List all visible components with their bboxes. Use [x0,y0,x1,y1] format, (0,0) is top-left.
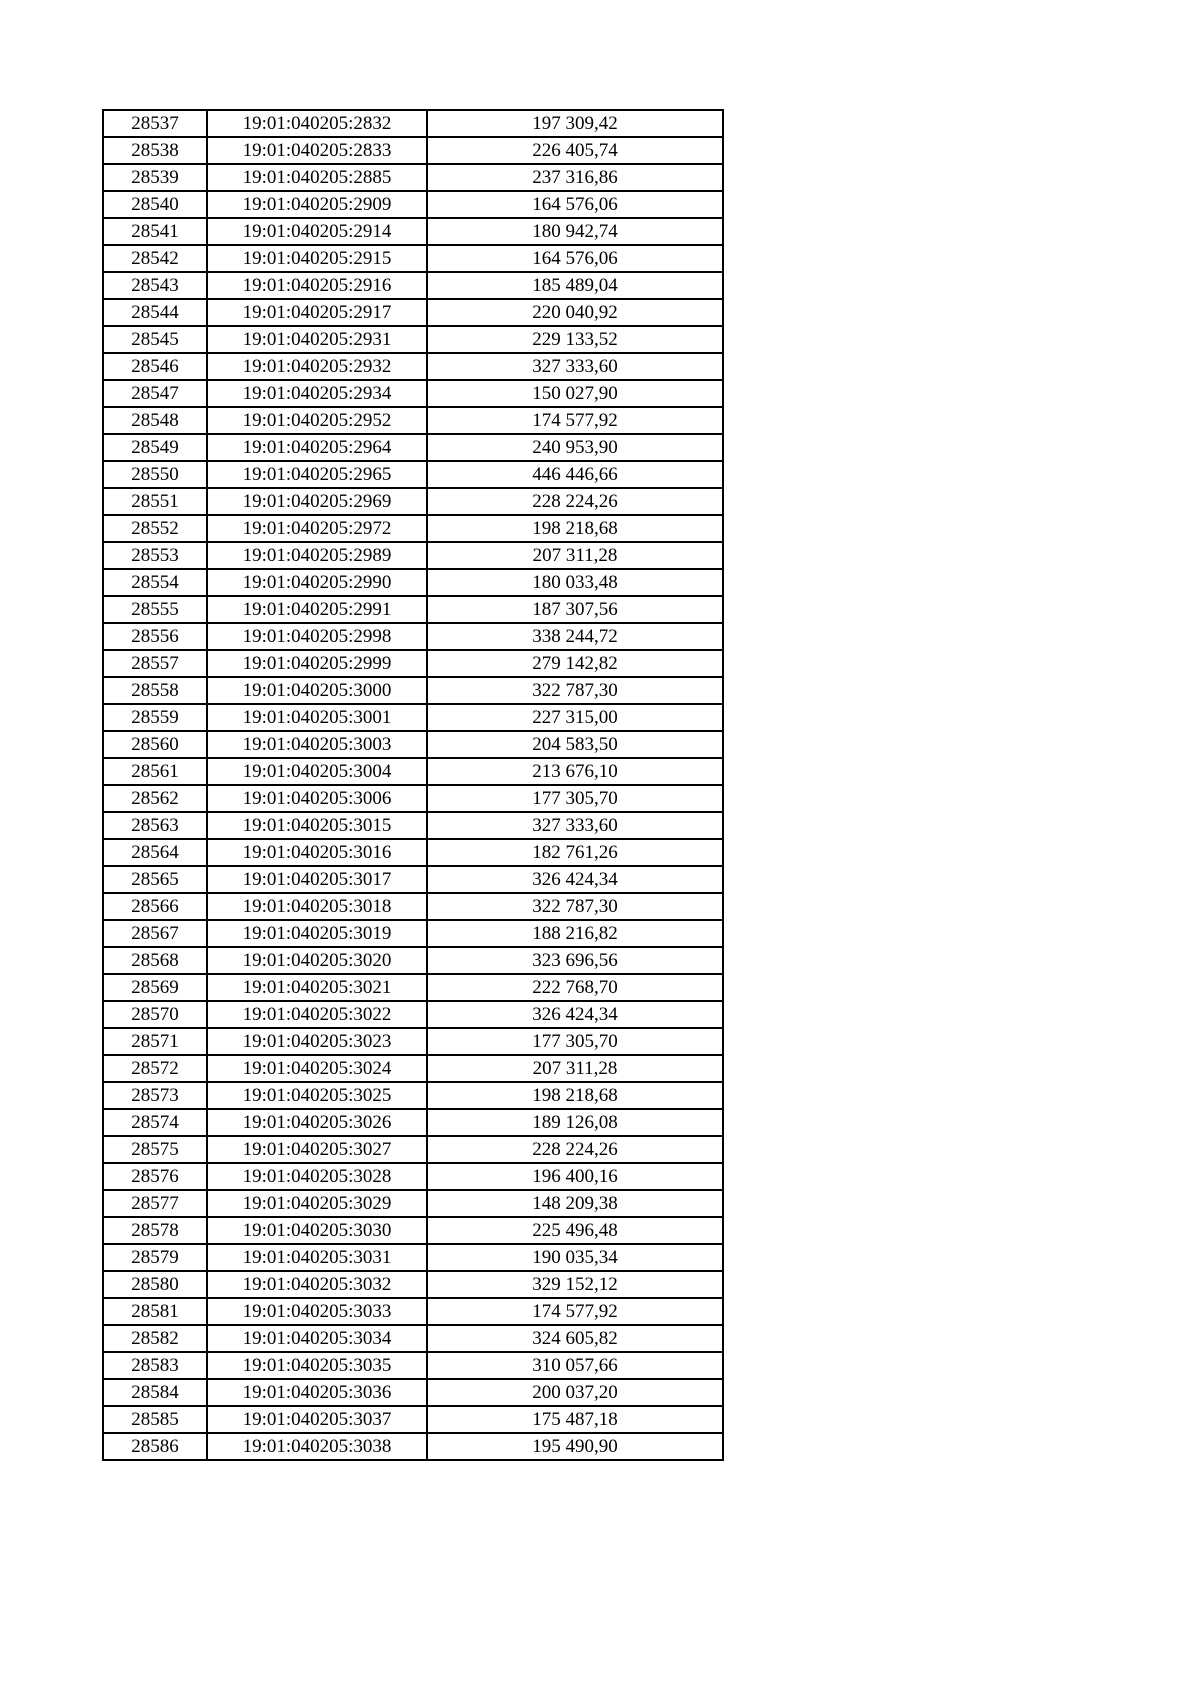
cadastral-number-cell: 19:01:040205:2832 [207,110,427,137]
cadastral-number-cell: 19:01:040205:3000 [207,677,427,704]
row-number-cell: 28545 [103,326,207,353]
row-number-cell: 28569 [103,974,207,1001]
row-number-cell: 28572 [103,1055,207,1082]
cadastral-value-table [102,109,724,1461]
cadastral-number-cell: 19:01:040205:2965 [207,461,427,488]
table-row [103,866,723,893]
cadastral-value-cell: 279 142,82 [427,650,723,677]
cadastral-value-cell: 189 126,08 [427,1109,723,1136]
row-number-cell: 28583 [103,1352,207,1379]
table-row [103,839,723,866]
cadastral-number-cell: 19:01:040205:2914 [207,218,427,245]
table-row [103,515,723,542]
row-number-cell: 28537 [103,110,207,137]
table-row [103,704,723,731]
table-row [103,407,723,434]
row-number-cell: 28555 [103,596,207,623]
table-row [103,623,723,650]
cadastral-number-cell: 19:01:040205:2990 [207,569,427,596]
cadastral-value-cell: 326 424,34 [427,866,723,893]
row-number-cell: 28579 [103,1244,207,1271]
cadastral-value-cell: 226 405,74 [427,137,723,164]
row-number-cell: 28546 [103,353,207,380]
cadastral-number-cell: 19:01:040205:3027 [207,1136,427,1163]
cadastral-number-cell: 19:01:040205:3016 [207,839,427,866]
cadastral-value-cell: 180 033,48 [427,569,723,596]
table-row [103,1217,723,1244]
table-row [103,1271,723,1298]
cadastral-value-cell: 322 787,30 [427,677,723,704]
cadastral-value-cell: 207 311,28 [427,1055,723,1082]
row-number-cell: 28562 [103,785,207,812]
row-number-cell: 28564 [103,839,207,866]
row-number-cell: 28541 [103,218,207,245]
table-row [103,1298,723,1325]
row-number-cell: 28552 [103,515,207,542]
cadastral-number-cell: 19:01:040205:3019 [207,920,427,947]
cadastral-value-cell: 326 424,34 [427,1001,723,1028]
cadastral-value-cell: 174 577,92 [427,407,723,434]
cadastral-value-cell: 177 305,70 [427,785,723,812]
table-row [103,164,723,191]
cadastral-number-cell: 19:01:040205:3022 [207,1001,427,1028]
row-number-cell: 28544 [103,299,207,326]
row-number-cell: 28561 [103,758,207,785]
table-row [103,1352,723,1379]
cadastral-value-cell: 198 218,68 [427,515,723,542]
table-row [103,1190,723,1217]
cadastral-value-cell: 220 040,92 [427,299,723,326]
row-number-cell: 28566 [103,893,207,920]
cadastral-value-cell: 195 490,90 [427,1433,723,1460]
cadastral-number-cell: 19:01:040205:3006 [207,785,427,812]
cadastral-number-cell: 19:01:040205:3029 [207,1190,427,1217]
row-number-cell: 28568 [103,947,207,974]
cadastral-value-cell: 222 768,70 [427,974,723,1001]
cadastral-number-cell: 19:01:040205:2969 [207,488,427,515]
row-number-cell: 28573 [103,1082,207,1109]
cadastral-number-cell: 19:01:040205:3024 [207,1055,427,1082]
row-number-cell: 28586 [103,1433,207,1460]
cadastral-value-cell: 197 309,42 [427,110,723,137]
row-number-cell: 28559 [103,704,207,731]
table-row [103,245,723,272]
cadastral-number-cell: 19:01:040205:2885 [207,164,427,191]
row-number-cell: 28571 [103,1028,207,1055]
table-row [103,542,723,569]
row-number-cell: 28548 [103,407,207,434]
cadastral-number-cell: 19:01:040205:2952 [207,407,427,434]
cadastral-value-cell: 327 333,60 [427,353,723,380]
row-number-cell: 28577 [103,1190,207,1217]
cadastral-number-cell: 19:01:040205:3017 [207,866,427,893]
row-number-cell: 28542 [103,245,207,272]
table-row [103,218,723,245]
row-number-cell: 28553 [103,542,207,569]
cadastral-number-cell: 19:01:040205:3025 [207,1082,427,1109]
table-row [103,110,723,137]
table-row [103,758,723,785]
row-number-cell: 28578 [103,1217,207,1244]
cadastral-number-cell: 19:01:040205:3036 [207,1379,427,1406]
cadastral-value-cell: 327 333,60 [427,812,723,839]
row-number-cell: 28556 [103,623,207,650]
row-number-cell: 28584 [103,1379,207,1406]
cadastral-value-cell: 225 496,48 [427,1217,723,1244]
cadastral-value-cell: 207 311,28 [427,542,723,569]
table-row [103,569,723,596]
cadastral-value-cell: 182 761,26 [427,839,723,866]
table-row [103,461,723,488]
cadastral-value-cell: 322 787,30 [427,893,723,920]
cadastral-value-cell: 148 209,38 [427,1190,723,1217]
cadastral-value-cell: 240 953,90 [427,434,723,461]
cadastral-number-cell: 19:01:040205:3038 [207,1433,427,1460]
table-row [103,1163,723,1190]
cadastral-number-cell: 19:01:040205:2917 [207,299,427,326]
cadastral-value-cell: 329 152,12 [427,1271,723,1298]
cadastral-value-cell: 228 224,26 [427,488,723,515]
cadastral-number-cell: 19:01:040205:3023 [207,1028,427,1055]
cadastral-value-cell: 187 307,56 [427,596,723,623]
row-number-cell: 28539 [103,164,207,191]
table-row [103,677,723,704]
cadastral-number-cell: 19:01:040205:3034 [207,1325,427,1352]
cadastral-number-cell: 19:01:040205:2915 [207,245,427,272]
cadastral-number-cell: 19:01:040205:3003 [207,731,427,758]
row-number-cell: 28560 [103,731,207,758]
table-row [103,1001,723,1028]
table-row [103,353,723,380]
row-number-cell: 28549 [103,434,207,461]
cadastral-number-cell: 19:01:040205:2932 [207,353,427,380]
cadastral-value-cell: 164 576,06 [427,191,723,218]
table-row [103,731,723,758]
table-row [103,1082,723,1109]
table-row [103,1433,723,1460]
table-row [103,1109,723,1136]
cadastral-value-cell: 196 400,16 [427,1163,723,1190]
cadastral-number-cell: 19:01:040205:3020 [207,947,427,974]
row-number-cell: 28581 [103,1298,207,1325]
row-number-cell: 28585 [103,1406,207,1433]
cadastral-value-cell: 200 037,20 [427,1379,723,1406]
cadastral-number-cell: 19:01:040205:3035 [207,1352,427,1379]
cadastral-number-cell: 19:01:040205:2909 [207,191,427,218]
row-number-cell: 28540 [103,191,207,218]
cadastral-value-cell: 198 218,68 [427,1082,723,1109]
row-number-cell: 28547 [103,380,207,407]
cadastral-value-cell: 174 577,92 [427,1298,723,1325]
cadastral-number-cell: 19:01:040205:2991 [207,596,427,623]
table-row [103,326,723,353]
table-row [103,1136,723,1163]
cadastral-number-cell: 19:01:040205:2999 [207,650,427,677]
cadastral-number-cell: 19:01:040205:3037 [207,1406,427,1433]
table-row [103,893,723,920]
cadastral-number-cell: 19:01:040205:3021 [207,974,427,1001]
cadastral-value-cell: 204 583,50 [427,731,723,758]
row-number-cell: 28554 [103,569,207,596]
table-row [103,380,723,407]
table-body [103,110,723,1460]
row-number-cell: 28582 [103,1325,207,1352]
cadastral-number-cell: 19:01:040205:3001 [207,704,427,731]
cadastral-number-cell: 19:01:040205:2931 [207,326,427,353]
cadastral-number-cell: 19:01:040205:2916 [207,272,427,299]
cadastral-number-cell: 19:01:040205:2998 [207,623,427,650]
cadastral-value-cell: 228 224,26 [427,1136,723,1163]
cadastral-value-cell: 323 696,56 [427,947,723,974]
row-number-cell: 28538 [103,137,207,164]
table-row [103,191,723,218]
table-row [103,974,723,1001]
cadastral-value-cell: 227 315,00 [427,704,723,731]
table-row [103,1325,723,1352]
table-row [103,947,723,974]
cadastral-number-cell: 19:01:040205:3031 [207,1244,427,1271]
row-number-cell: 28558 [103,677,207,704]
table-row [103,785,723,812]
table-row [103,1406,723,1433]
row-number-cell: 28567 [103,920,207,947]
cadastral-value-cell: 324 605,82 [427,1325,723,1352]
table-row [103,488,723,515]
cadastral-value-cell: 164 576,06 [427,245,723,272]
cadastral-number-cell: 19:01:040205:2972 [207,515,427,542]
cadastral-value-cell: 180 942,74 [427,218,723,245]
cadastral-value-cell: 177 305,70 [427,1028,723,1055]
table-row [103,1055,723,1082]
cadastral-value-cell: 338 244,72 [427,623,723,650]
table-row [103,434,723,461]
cadastral-value-cell: 190 035,34 [427,1244,723,1271]
cadastral-number-cell: 19:01:040205:3015 [207,812,427,839]
table-row [103,1028,723,1055]
cadastral-number-cell: 19:01:040205:2964 [207,434,427,461]
table-row [103,272,723,299]
cadastral-value-cell: 310 057,66 [427,1352,723,1379]
row-number-cell: 28543 [103,272,207,299]
row-number-cell: 28570 [103,1001,207,1028]
table-row [103,137,723,164]
table-row [103,299,723,326]
row-number-cell: 28574 [103,1109,207,1136]
row-number-cell: 28550 [103,461,207,488]
cadastral-value-cell: 175 487,18 [427,1406,723,1433]
cadastral-number-cell: 19:01:040205:3030 [207,1217,427,1244]
table-row [103,596,723,623]
cadastral-number-cell: 19:01:040205:3004 [207,758,427,785]
row-number-cell: 28557 [103,650,207,677]
row-number-cell: 28576 [103,1163,207,1190]
row-number-cell: 28563 [103,812,207,839]
cadastral-value-cell: 229 133,52 [427,326,723,353]
row-number-cell: 28575 [103,1136,207,1163]
cadastral-number-cell: 19:01:040205:2934 [207,380,427,407]
cadastral-value-cell: 237 316,86 [427,164,723,191]
table-row [103,1379,723,1406]
cadastral-value-cell: 213 676,10 [427,758,723,785]
cadastral-number-cell: 19:01:040205:2989 [207,542,427,569]
table-row [103,1244,723,1271]
cadastral-number-cell: 19:01:040205:3026 [207,1109,427,1136]
row-number-cell: 28565 [103,866,207,893]
row-number-cell: 28551 [103,488,207,515]
table-row [103,650,723,677]
row-number-cell: 28580 [103,1271,207,1298]
cadastral-number-cell: 19:01:040205:3018 [207,893,427,920]
cadastral-number-cell: 19:01:040205:3033 [207,1298,427,1325]
cadastral-value-cell: 185 489,04 [427,272,723,299]
cadastral-number-cell: 19:01:040205:3028 [207,1163,427,1190]
table-row [103,920,723,947]
cadastral-number-cell: 19:01:040205:2833 [207,137,427,164]
table-row [103,812,723,839]
cadastral-value-cell: 188 216,82 [427,920,723,947]
cadastral-value-cell: 150 027,90 [427,380,723,407]
cadastral-number-cell: 19:01:040205:3032 [207,1271,427,1298]
cadastral-value-cell: 446 446,66 [427,461,723,488]
